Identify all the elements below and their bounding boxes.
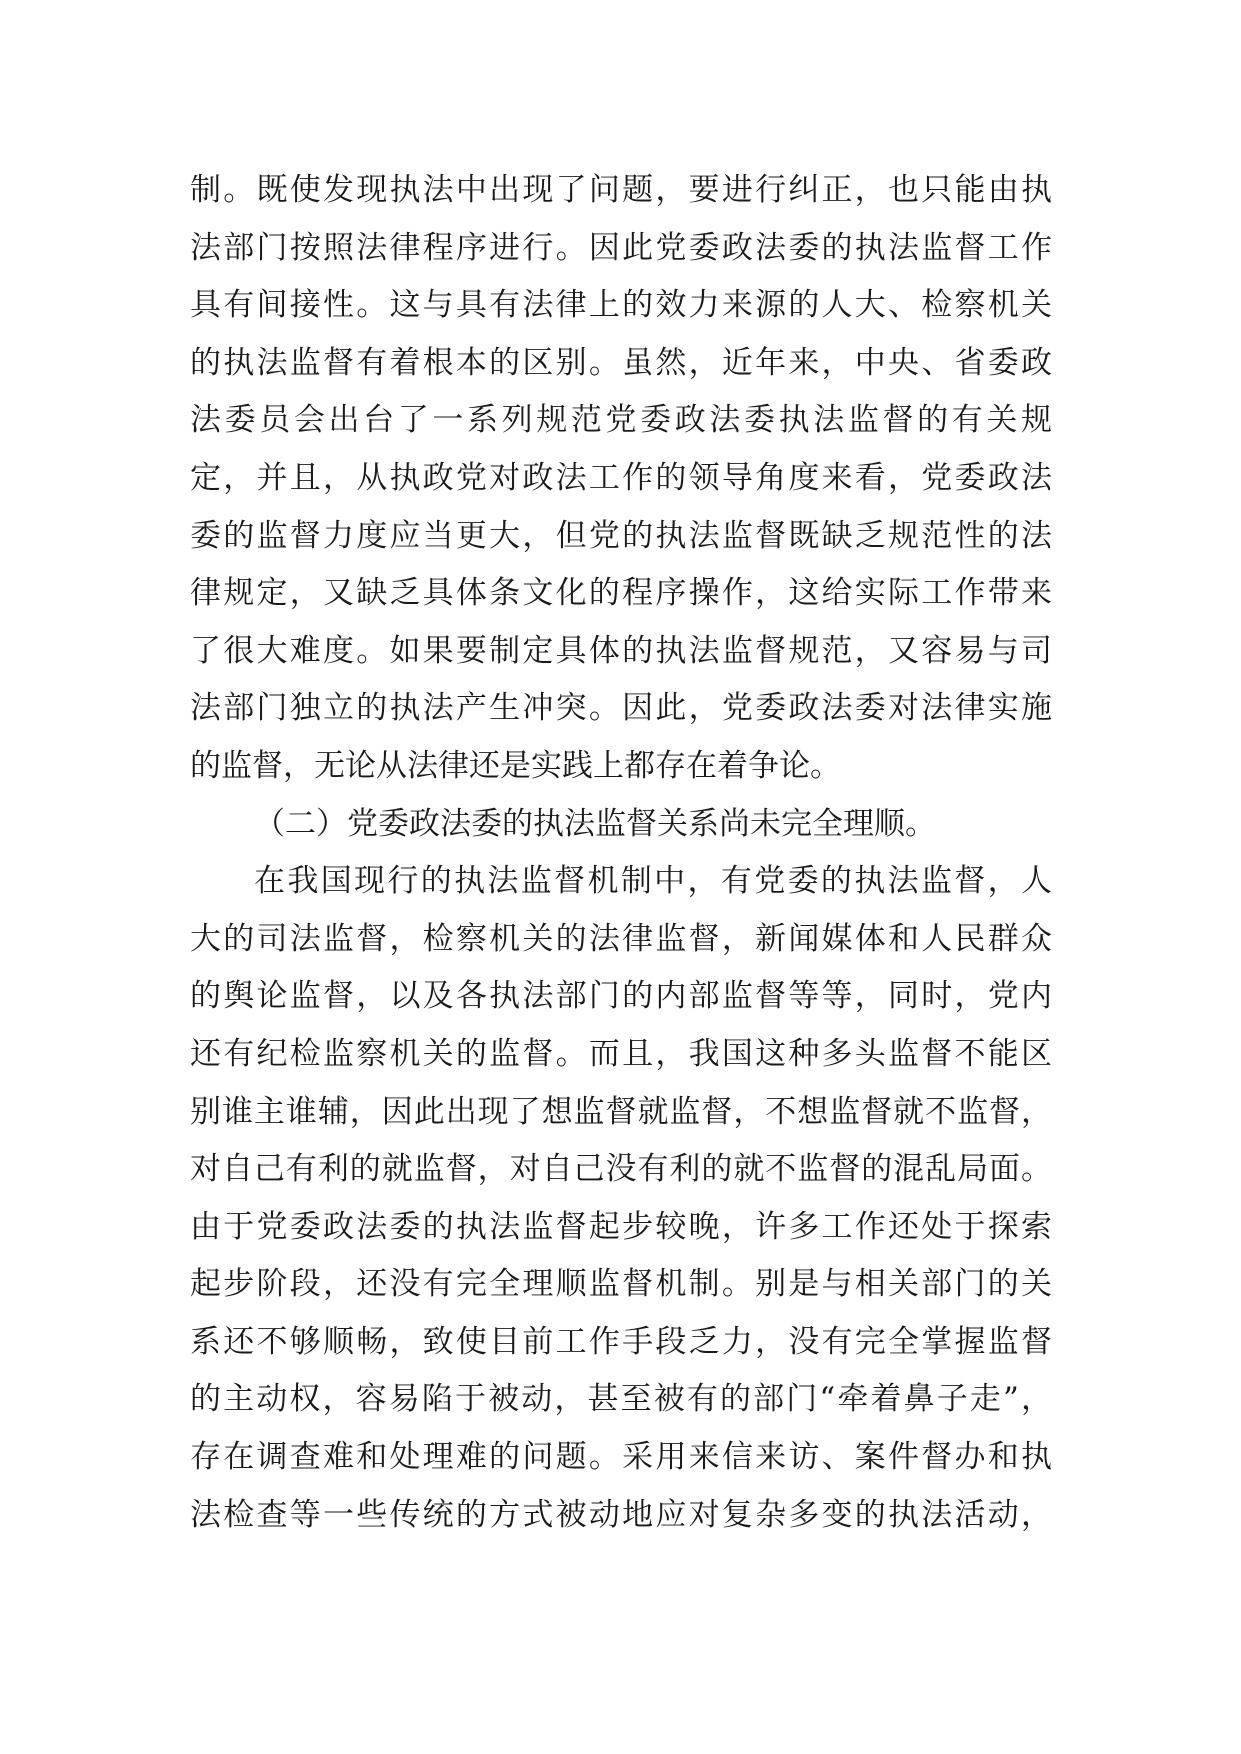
- text-line: 的执法监督有着根本的区别。虽然，近年来，中央、省委政: [190, 344, 1052, 381]
- text-line: 委的监督力度应当更大，但党的执法监督既缺乏规范性的法: [190, 517, 1052, 554]
- section-heading: （二）党委政法委的执法监督关系尚未完全理顺。: [254, 805, 936, 842]
- text-line: 了很大难度。如果要制定具体的执法监督规范，又容易与司: [190, 632, 1052, 669]
- paragraph-last-line: 的监督，无论从法律还是实践上都存在着争论。: [190, 747, 841, 784]
- body-text: [190, 162, 1052, 1544]
- text-line: 大的司法监督，检察机关的法律监督，新闻媒体和人民群众: [190, 920, 1052, 957]
- text-line: 律规定，又缺乏具体条文化的程序操作，这给实际工作带来: [190, 575, 1052, 612]
- text-line: 别谁主谁辅，因此出现了想监督就监督，不想监督就不监督，: [190, 1093, 1052, 1130]
- text-line: 法委员会出台了一系列规范党委政法委执法监督的有关规: [190, 402, 1052, 439]
- text-line: 系还不够顺畅，致使目前工作手段乏力，没有完全掌握监督: [190, 1323, 1052, 1360]
- text-line: 对自己有利的就监督，对自己没有利的就不监督的混乱局面。: [190, 1151, 1052, 1188]
- paragraph-first-line: 在我国现行的执法监督机制中，有党委的执法监督，人: [254, 863, 1052, 900]
- text-line: 法部门按照法律程序进行。因此党委政法委的执法监督工作: [190, 229, 1052, 266]
- text-line: 的舆论监督，以及各执法部门的内部监督等等，同时，党内: [190, 978, 1052, 1015]
- text-line: 制。既使发现执法中出现了问题，要进行纠正，也只能由执: [190, 172, 1052, 208]
- text-line: 存在调查难和处理难的问题。采用来信来访、案件督办和执: [190, 1439, 1052, 1476]
- text-line: 起步阶段，还没有完全理顺监督机制。别是与相关部门的关: [190, 1266, 1052, 1303]
- text-line: 由于党委政法委的执法监督起步较晚，许多工作还处于探索: [190, 1208, 1052, 1245]
- text-line: 具有间接性。这与具有法律上的效力来源的人大、检察机关: [190, 287, 1052, 324]
- text-line: 法检查等一些传统的方式被动地应对复杂多变的执法活动，: [190, 1496, 1052, 1533]
- text-line: 定，并且，从执政党对政法工作的领导角度来看，党委政法: [190, 459, 1052, 496]
- text-line: 法部门独立的执法产生冲突。因此，党委政法委对法律实施: [190, 690, 1052, 727]
- text-line: 的主动权，容易陷于被动，甚至被有的部门“牵着鼻子走”，: [190, 1381, 1052, 1418]
- text-line: 还有纪检监察机关的监督。而且，我国这种多头监督不能区: [190, 1035, 1052, 1072]
